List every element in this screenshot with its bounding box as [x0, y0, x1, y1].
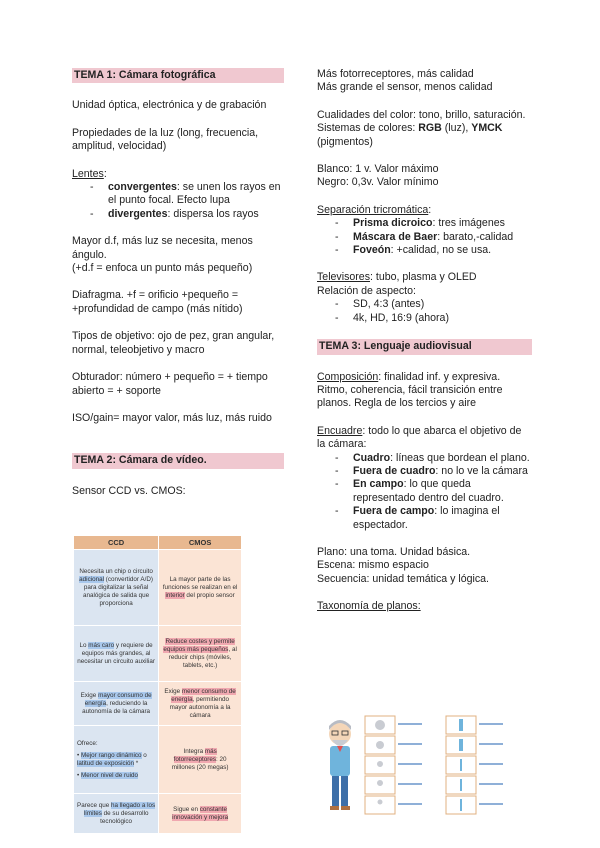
diafragma-text: Diafragma. +f = orificio +pequeño = +profundidad de campo (más nítido)	[72, 289, 243, 315]
iso-text: ISO/gain= mayor valor, más luz, más ruido	[72, 411, 272, 424]
blanco-text: Blanco: 1 v. Valor máximo	[317, 163, 439, 176]
taxonomy-figure	[318, 712, 530, 818]
fotorreceptores-section	[317, 68, 532, 95]
tipos-text: Tipos de objetivo: ojo de pez, gran angular, normal, teleobjetivo y macro	[72, 330, 275, 356]
df-plus-text: (+d.f = enfoca un punto más pequeño)	[72, 262, 253, 275]
televisores-section	[317, 271, 532, 325]
table-row	[74, 726, 242, 794]
escena-text: Escena: mismo espacio	[317, 559, 429, 572]
table-cell: Reduce costes y permite equipos más pequeños, al reducir chips (móviles, tablets, etc.)	[159, 626, 242, 682]
list-item	[90, 181, 284, 208]
separacion-colon: :	[428, 203, 432, 216]
lentes-list	[72, 181, 284, 221]
table-cell: Sigue en constante innovación y mejora	[159, 794, 242, 834]
list-item: - Foveón: +calidad, no se usa.	[335, 244, 532, 257]
mas-foto-text: Más fotorreceptores, más calidad	[317, 68, 474, 80]
list-item: - SD, 4:3 (antes)	[335, 298, 532, 311]
relacion-text: Relación de aspecto:	[317, 284, 416, 297]
shot-frames-group-1	[365, 716, 422, 814]
sensor-calidad-text: Más grande el sensor, menos calidad	[317, 81, 493, 94]
df-section	[72, 235, 284, 275]
character-illustration	[329, 720, 351, 810]
header-ccd: CCD	[74, 536, 159, 550]
list-item: - Cuadro: líneas que bordean el plano.	[335, 452, 532, 465]
unidad-text: Unidad óptica, electrónica y de grabación	[72, 99, 267, 112]
table-cell: Lo más caro y requiere de equipos más grandes, al necesitar un circuito auxiliar	[74, 626, 159, 682]
table-cell: Integra más fotorreceptores: 20 millones (20 megas)	[159, 726, 242, 794]
aspect-list	[317, 298, 532, 325]
negro-text: Negro: 0,3v. Valor mínimo	[317, 176, 439, 189]
mayor-df-text: Mayor d.f, más luz se necesita, menos ángulo.	[72, 235, 253, 261]
secuencia-text: Secuencia: unidad temática y lógica.	[317, 572, 489, 585]
taxonomia-title: Taxonomía de planos:	[317, 600, 421, 613]
separacion-list	[317, 217, 532, 257]
televisores-desc: : tubo, plasma y OLED	[370, 271, 477, 284]
list-item: - En campo: lo que queda representado dentro del cuadro.	[335, 478, 532, 505]
separacion-title: Separación tricromática	[317, 203, 429, 216]
propiedades-text: Propiedades de la luz (long, frecuencia, amplitud, velocidad)	[72, 126, 259, 153]
separacion-section	[317, 204, 532, 258]
sensor-text: Sensor CCD vs. CMOS:	[72, 484, 186, 497]
plano-section	[317, 546, 532, 586]
table-row	[74, 794, 242, 834]
encuadre-desc: : todo lo que abarca el objetivo de la cámara:	[317, 424, 522, 451]
valores-section	[317, 163, 532, 190]
table-cell: Ofrece: • Mejor rango dinámico o latitud de exposición * • Menor nivel de ruido	[74, 726, 159, 794]
obturador-text: Obturador: número + pequeño = + tiempo abierto = + soporte	[72, 371, 268, 397]
list-item: - Fuera de cuadro: no lo ve la cámara	[335, 465, 532, 478]
table-cell: Exige menor consumo de energía, permitiendo mayor autonomía a la cámara	[159, 682, 242, 726]
table-header-row	[74, 536, 242, 550]
lente-desc: : se unen los rayos en el punto focal. Efecto lupa	[108, 181, 281, 207]
list-item: - Prisma dicroico: tres imágenes	[335, 217, 532, 230]
table-cell: Necesita un chip o circuito adicional (convertidor A/D) para digitalizar la señal analógica de salida que proporciona	[74, 550, 159, 626]
lentes-title: Lentes	[72, 167, 104, 180]
ccd-cmos-table	[73, 535, 242, 834]
right-column	[317, 68, 532, 614]
sistemas-text: Sistemas de colores: RGB (luz), YMCK (pigmentos)	[317, 122, 503, 148]
lente-term: divergentes	[108, 207, 168, 220]
table-cell: Parece que ha llegado a los límites de su desarrollo tecnológico	[74, 794, 159, 834]
list-item: - Máscara de Baer: barato,-calidad	[335, 231, 532, 244]
header-cmos: CMOS	[159, 536, 242, 550]
list-item: - Fuera de campo: lo imagina el espectador.	[335, 505, 532, 532]
left-column	[72, 68, 284, 512]
encuadre-list	[317, 452, 532, 532]
table-cell: La mayor parte de las funciones se realizan en el interior del propio sensor	[159, 550, 242, 626]
composicion-text: Composición: finalidad inf. y expresiva. Ritmo, coherencia, fácil transición entre planos. Regla de los tercios y aire	[317, 370, 503, 410]
encuadre-section	[317, 425, 532, 532]
lente-term: convergentes	[108, 181, 177, 194]
list-item: - 4k, HD, 16:9 (ahora)	[335, 312, 532, 325]
table-row	[74, 682, 242, 726]
table-row	[74, 626, 242, 682]
encuadre-title: Encuadre	[317, 424, 363, 437]
televisores-title: Televisores	[317, 271, 370, 284]
shot-frames-group-2	[446, 716, 503, 814]
tema3-heading: TEMA 3: Lenguaje audiovisual	[317, 339, 532, 354]
tema1-heading: TEMA 1: Cámara fotográfica	[72, 68, 284, 83]
lentes-colon: :	[103, 167, 107, 180]
lentes-section	[72, 168, 284, 222]
table-cell: Exige mayor consumo de energía, reduciendo la autonomía de la cámara	[74, 682, 159, 726]
table-row	[74, 550, 242, 626]
list-item	[90, 208, 284, 221]
cualidades-text: Cualidades del color: tono, brillo, saturación.	[317, 108, 526, 121]
tema2-heading: TEMA 2: Cámara de vídeo.	[72, 453, 284, 468]
color-section	[317, 109, 532, 149]
plano-text: Plano: una toma. Unidad básica.	[317, 545, 471, 558]
lente-desc: : dispersa los rayos	[167, 207, 259, 220]
